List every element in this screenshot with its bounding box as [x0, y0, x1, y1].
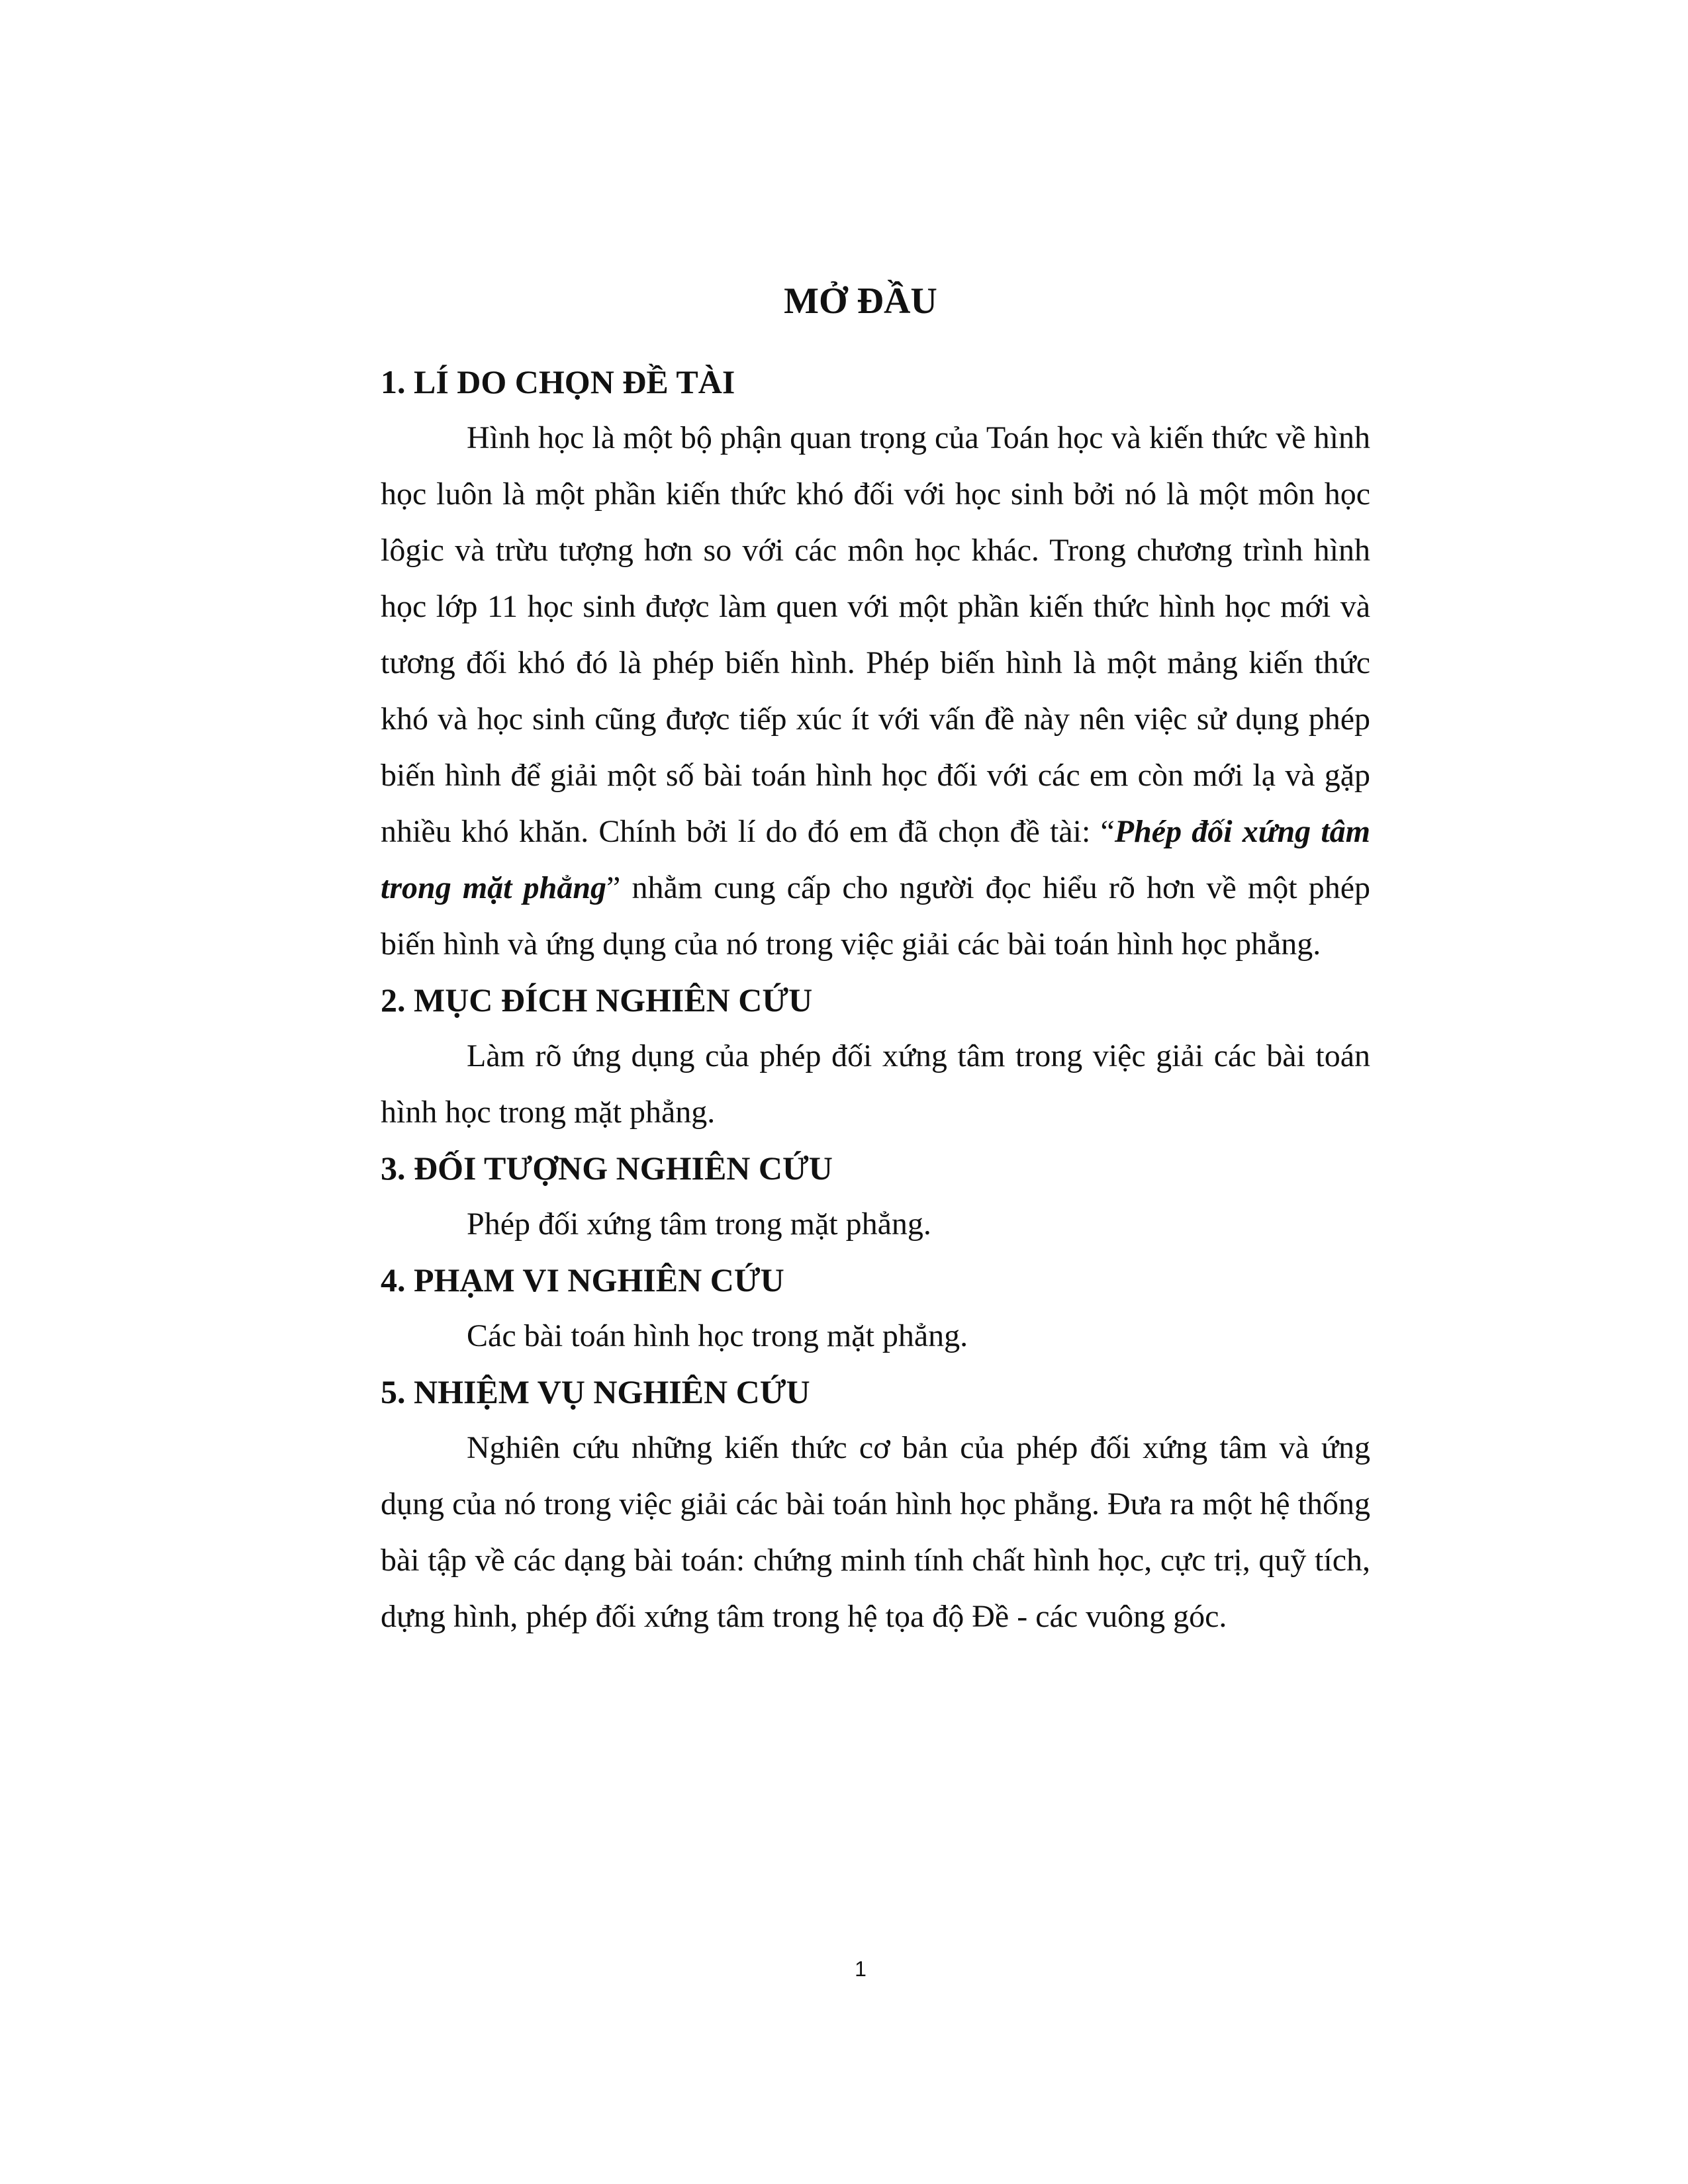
- reason-text-end: ” nhằm cung cấp cho người đọc hiểu rõ hơn về một phép biến hình và ứng dụng của nó trong việc giải các bài toán hình học phẳng.: [381, 870, 1370, 962]
- section-heading-purpose: 2. MỤC ĐÍCH NGHIÊN CỨU: [381, 981, 813, 1019]
- section-paragraph-reason: [381, 410, 1370, 972]
- page-number: 1: [855, 1957, 867, 1981]
- section-heading-tasks: 5. NHIỆM VỤ NGHIÊN CỨU: [381, 1373, 810, 1410]
- reason-text-start: Hình học là một bộ phận quan trọng của Toán học và kiến thức về hình học luôn là một phần kiến thức khó đối với học sinh bởi nó là một môn học lôgic và trừu tượng hơn so với các môn học khác. Trong chương trình hình học lớp 11 học sinh được làm quen với một phần kiến thức hình học mới và tương đối khó đó là phép biến hình. Phép biến hình là một mảng kiến thức khó và học sinh cũng được tiếp xúc ít với vấn đề này nên việc sử dụng phép biến hình để giải một số bài toán hình học đối với các em còn mới lạ và gặp nhiều khó khăn. Chính bởi lí do đó em đã chọn đề tài: “: [381, 420, 1370, 849]
- page-title: MỞ ĐẦU: [784, 281, 937, 322]
- topic-title-emphasis: Phép đối xứng tâm trong mặt phẳng: [381, 814, 1371, 905]
- section-paragraph-scope: Các bài toán hình học trong mặt phẳng.: [467, 1318, 968, 1353]
- section-heading-scope: 4. PHẠM VI NGHIÊN CỨU: [381, 1261, 784, 1298]
- section-heading-reason: 1. LÍ DO CHỌN ĐỀ TÀI: [381, 363, 735, 400]
- section-paragraph-purpose: Làm rõ ứng dụng của phép đối xứng tâm trong việc giải các bài toán hình học trong mặt phẳng.: [381, 1038, 1370, 1130]
- section-paragraph-tasks: Nghiên cứu những kiến thức cơ bản của phép đối xứng tâm và ứng dụng của nó trong việc giải các bài toán hình học phẳng. Đưa ra một hệ thống bài tập về các dạng bài toán: chứng minh tính chất hình học, cực trị, quỹ tích, dựng hình, phép đối xứng tâm trong hệ tọa độ Đề - các vuông góc.: [381, 1430, 1370, 1634]
- section-heading-subject: 3. ĐỐI TƯỢNG NGHIÊN CỨU: [381, 1150, 833, 1187]
- section-paragraph-subject: Phép đối xứng tâm trong mặt phẳng.: [467, 1206, 931, 1242]
- document-body: [381, 354, 1370, 1645]
